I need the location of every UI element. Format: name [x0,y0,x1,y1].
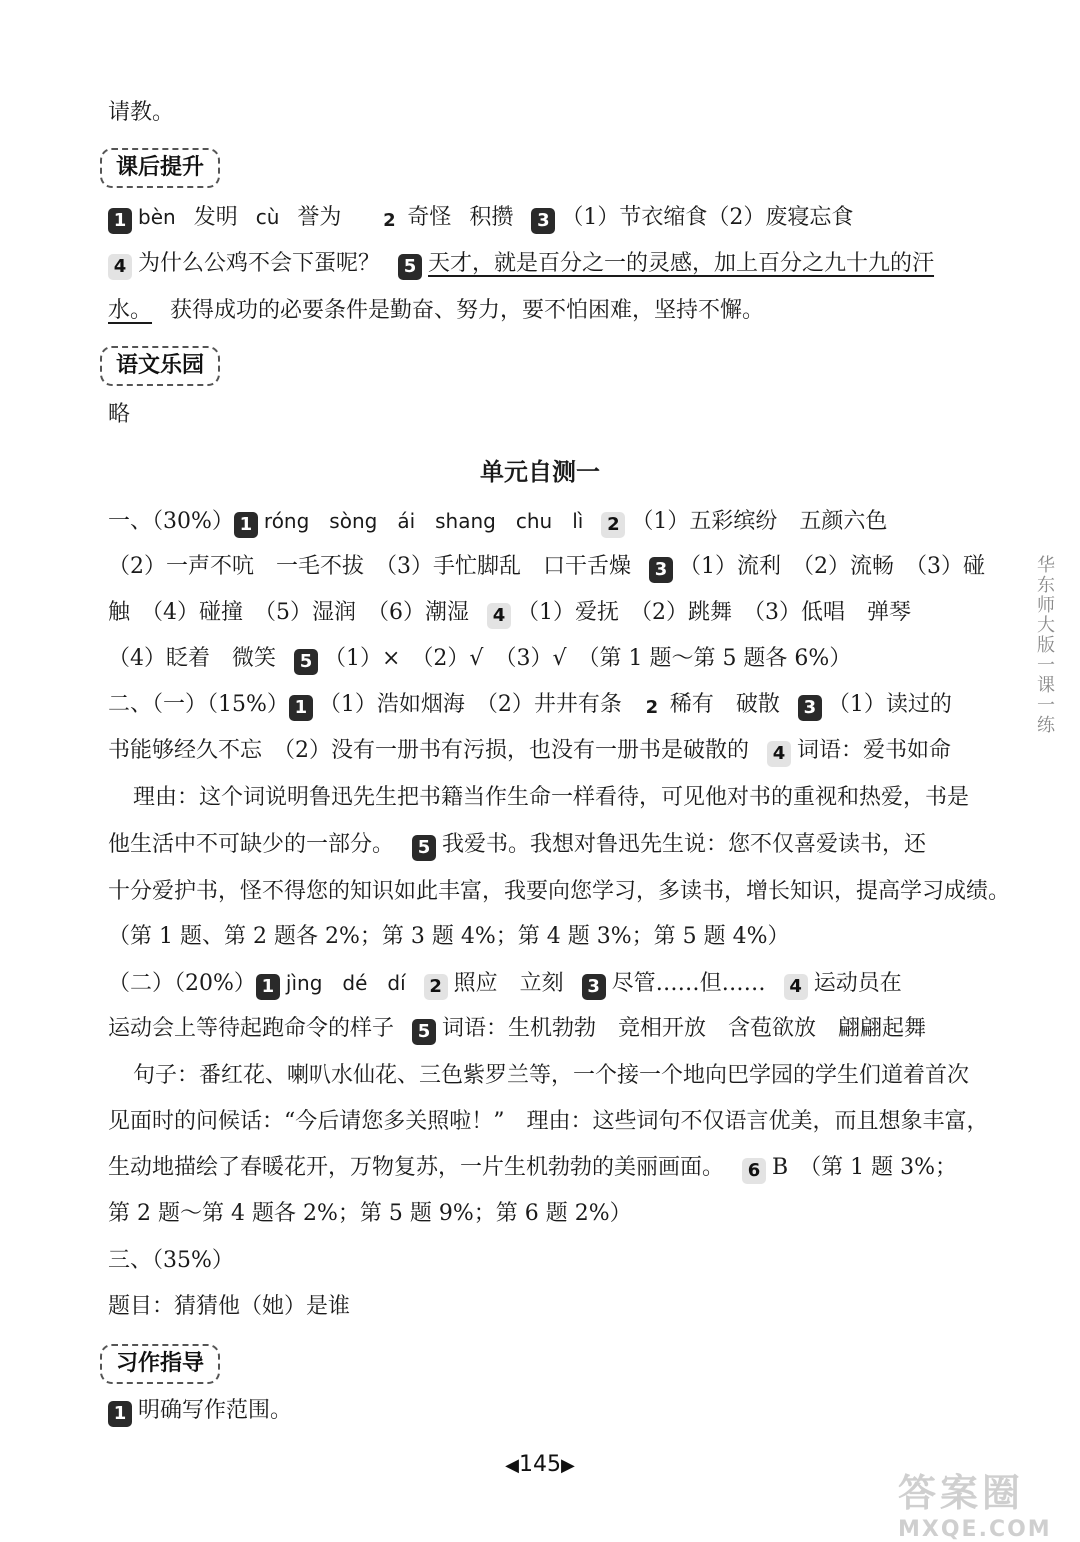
answer-text: 书能够经久不忘 （2）没有一册书有污损，也没有一册书是破散的 [108,738,749,763]
answer-text: B （第 1 题 3%； [772,1155,958,1180]
section-heading-kehoutisheng: 课后提升 [100,148,220,188]
answer-text: 他生活中不可缺少的一部分。 [108,832,395,857]
question-number: 4 [784,974,808,1000]
answer-word: （1）节衣缩食 [561,205,708,230]
text-line: 见面时的问候话：“今后请您多关照啦！” 理由：这些词句不仅语言优美，而且想象丰富， [108,1109,989,1134]
part-label: （二）（20%） [108,971,256,996]
answer-line [108,1153,957,1184]
question-number: 5 [412,1019,436,1045]
unit-test-title: 单元自测一 [480,458,600,486]
question-number: 4 [767,741,791,767]
pinyin: bèn [138,205,176,229]
score-note: 第 2 题～第 4 题各 2%；第 5 题 9%；第 6 题 2%） [108,1201,632,1226]
answer-text: 获得成功的必要条件是勤奋、努力，要不怕困难，坚持不懈。 [170,298,765,323]
answer-line [108,968,902,1000]
question-number: 3 [582,974,606,1000]
answer-text: （1）五彩缤纷 五颜六色 [631,509,888,534]
part-label: 三、（35%） [108,1248,234,1273]
answer-text: （1）流利 （2）流畅 （3）碰 [679,554,985,579]
answer-line [108,249,934,280]
answer-text: （1）× （2）√ （3）√ （第 1 题～第 5 题各 6%） [324,646,852,671]
question-number: 2 [601,512,625,538]
score-note: （第 1 题、第 2 题各 2%；第 3 题 4%；第 4 题 3%；第 5 题 4%） [108,924,790,949]
question-number: 4 [487,603,511,629]
answer-text: 生动地描绘了春暖花开，万物复苏，一片生机勃勃的美丽画面。 [108,1155,725,1180]
question-number: 1 [256,974,280,1000]
section-heading-xizuozhidao: 习作指导 [100,1344,220,1384]
answer-word: 誉为 [297,205,342,230]
side-book-label: 华东师大版一课一练 [1034,555,1055,735]
answer-line [108,1396,292,1427]
answer-text: 为什么公鸡不会下蛋呢？ [138,251,381,276]
watermark-url: MXQE.COM [898,1517,1052,1542]
question-number: 2 [424,974,448,1000]
answer-text: 词语：生机勃勃 竞相开放 含苞欲放 翩翩起舞 [442,1016,927,1041]
question-number: 1 [108,208,132,234]
answer-line [108,552,985,583]
question-number: 1 [108,1401,132,1427]
answer-line [108,690,952,721]
pinyin: jìng dé dí [285,971,406,995]
watermark-logo [898,1462,1068,1542]
answer-text: （1）浩如烟海 （2）井井有条 [318,692,622,717]
pinyin: róng sòng ái shang chu lì [263,509,584,533]
text-line: 十分爱护书，怪不得您的知识如此丰富，我要向您学习，多读书，增长知识，提高学习成绩。 [108,879,1011,904]
answer-word: 发明 [193,205,238,230]
answer-line [108,736,951,767]
text-line: 题目：猜猜他（她）是谁 [108,1294,351,1319]
question-number: 4 [108,254,132,280]
answer-line [108,296,764,326]
answer-text: 尽管……但…… [611,971,766,996]
answer-word: （2）废寝忘食 [707,205,854,230]
triangle-right-icon: ▶ [561,1455,575,1476]
section-heading-yuwenleyuan: 语文乐园 [100,346,220,386]
text-line: 请教。 [108,100,175,125]
answer-text: 触 （4）碰撞 （5）湿润 （6）潮湿 [108,600,469,625]
text-line: 句子：番红花、喇叭水仙花、三色紫罗兰等，一个接一个地向巴学园的学生们道着首次 [133,1063,970,1088]
answer-text: 稀有 破散 [669,692,780,717]
question-number: 5 [412,835,436,861]
answer-text: （2）一声不吭 一毛不拔 （3）手忙脚乱 口干舌燥 [108,554,631,579]
part-label: 二、（一）（15%） [108,692,289,717]
question-number: 3 [531,208,555,234]
answer-line [108,1014,926,1045]
answer-text: （1）爱抚 （2）跳舞 （3）低唱 弹琴 [517,600,911,625]
answer-text: 明确写作范围。 [138,1398,293,1423]
underlined-quote: 天才，就是百分之一的灵感，加上百分之九十九的汗 [428,251,935,276]
answer-text: 照应 立刻 [453,971,564,996]
question-number: 1 [289,695,313,721]
watermark-text: 答案圈 [898,1471,1025,1515]
page-number-value: 145 [519,1452,561,1477]
answer-line [108,506,887,538]
question-number: 3 [798,695,822,721]
question-number: 6 [742,1158,766,1184]
text-line: 理由：这个词说明鲁迅先生把书籍当作生命一样看待，可见他对书的重视和热爱，书是 [133,785,970,810]
answer-line [108,644,851,675]
pinyin: cù [255,205,280,229]
answer-text: （4）眨着 微笑 [108,646,276,671]
question-number: 5 [398,254,422,280]
answer-text: 运动员在 [813,971,902,996]
question-number: 2 [383,210,396,231]
answer-text: 运动会上等待起跑命令的样子 [108,1016,395,1041]
text-line: 略 [108,402,131,427]
triangle-left-icon: ◀ [505,1455,519,1476]
answer-line [108,830,926,861]
answer-line [108,598,911,629]
answer-text: （1）读过的 [827,692,952,717]
part-label: 一、（30%） [108,509,234,534]
answer-text: 我爱书。我想对鲁迅先生说：您不仅喜爱读书，还 [442,832,927,857]
answer-word: 奇怪 [407,205,452,230]
question-number: 3 [649,557,673,583]
question-number: 1 [234,512,258,538]
answer-line [108,202,853,234]
underlined-quote: 水。 [108,298,153,323]
question-number: 2 [645,697,659,718]
question-number: 5 [294,649,318,675]
answer-text: 词语：爱书如命 [797,738,952,763]
answer-word: 积攒 [469,205,514,230]
